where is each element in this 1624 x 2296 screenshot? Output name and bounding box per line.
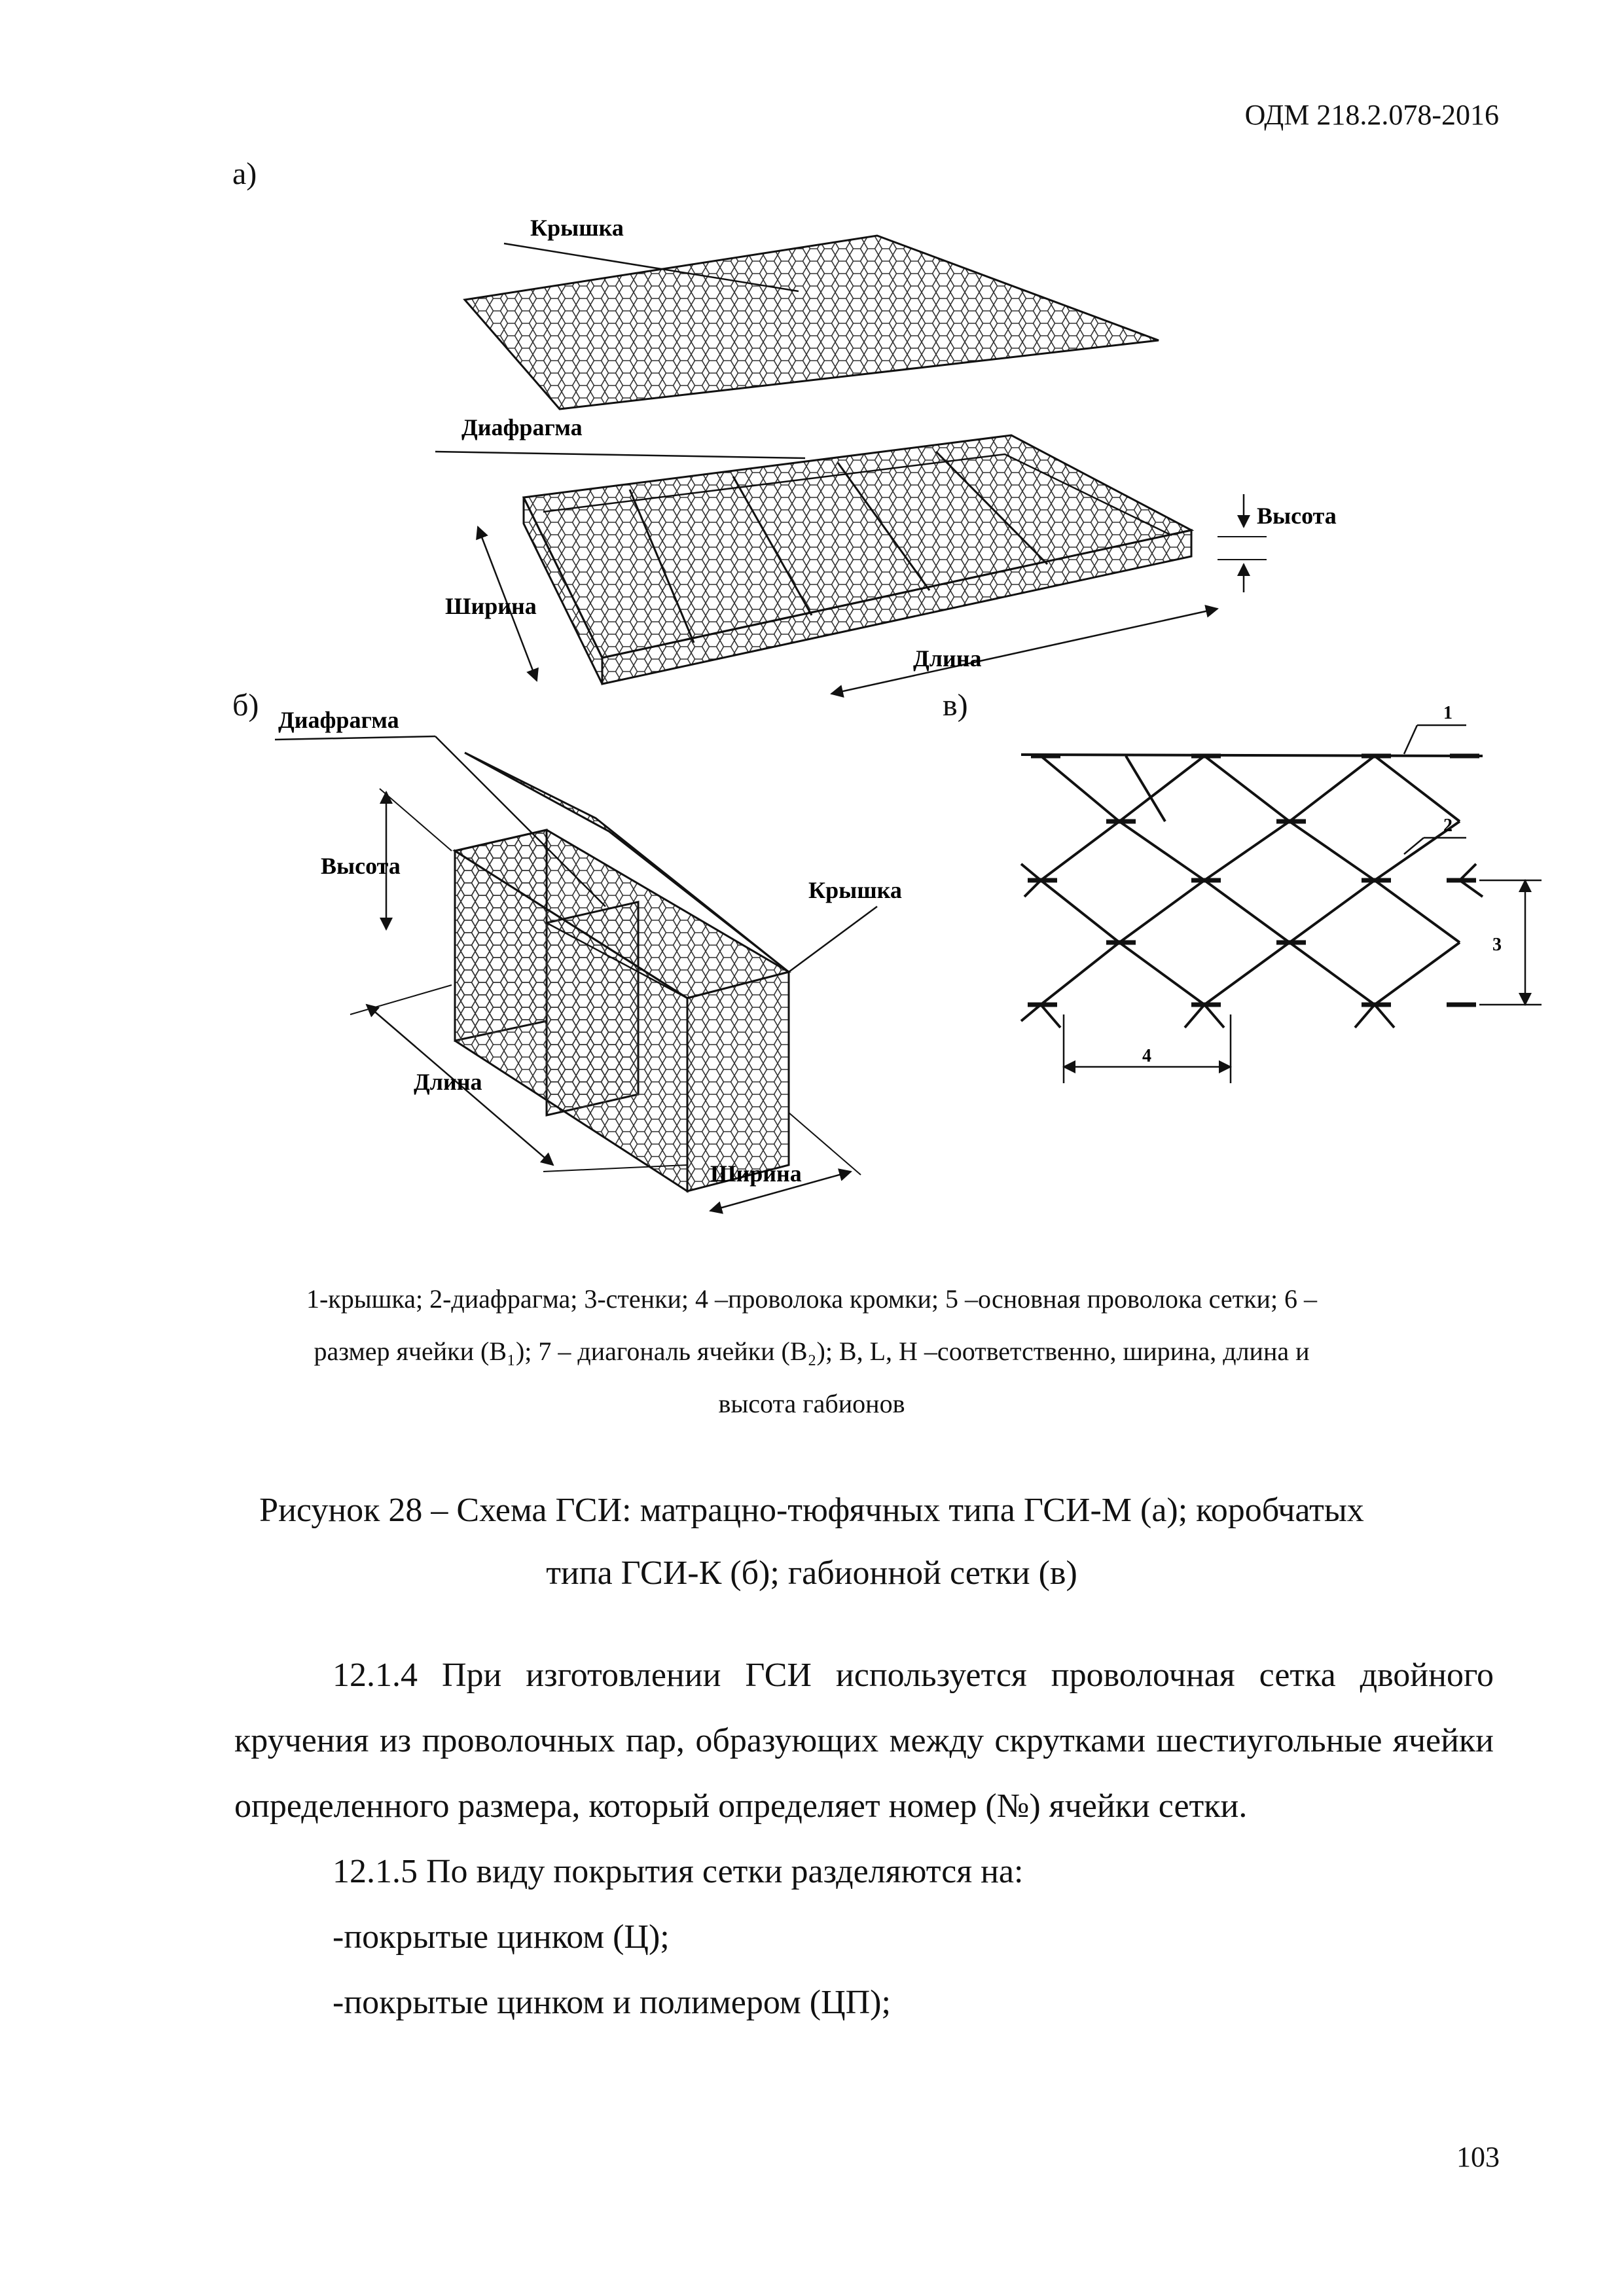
list-item: -покрытые цинком и полимером (ЦП); <box>333 1984 891 2021</box>
panel-c-label: в) <box>943 688 968 723</box>
caption-line: Рисунок 28 – Схема ГСИ: матрацно-тюфячных типа ГСИ-М (а); коробчатых <box>259 1492 1364 1529</box>
legend-line: высота габионов <box>718 1389 905 1418</box>
body-text <box>234 1643 1494 2036</box>
mattress-lid <box>465 236 1159 409</box>
paragraph-12-1-4: 12.1.4 При изготовлении ГСИ используется проволочная сетка двойного кручения из проволочных пар, образующих между скрутками шестиугольные ячейки определенного размера, который определяет номер (№) ячейки сетки. <box>234 1657 1494 1825</box>
paragraph-12-1-5: 12.1.5 По виду покрытия сетки разделяются на: <box>333 1853 1024 1890</box>
figure-legend <box>236 1273 1388 1430</box>
mattress-width-label: Ширина <box>445 593 537 619</box>
edge-wire <box>1021 755 1483 756</box>
box-height-label: Высота <box>321 853 401 879</box>
figure-caption <box>236 1479 1388 1605</box>
legend-line: 1-крышка; 2-диафрагма; 3-стенки; 4 –проволока кромки; 5 –основная проволока сетки; 6 – <box>306 1284 1318 1314</box>
mattress-diagram <box>435 236 1267 694</box>
mattress-height-label: Высота <box>1257 503 1337 529</box>
list-item: -покрытые цинком (Ц); <box>333 1918 670 1956</box>
panel-a-label: а) <box>232 156 257 191</box>
box-length-label: Длина <box>414 1069 482 1095</box>
mattress-diaphragm-label: Диафрагма <box>461 414 583 440</box>
box-width-label: Ширина <box>710 1160 802 1187</box>
mesh-detail-diagram <box>1021 725 1542 1083</box>
panel-b-label: б) <box>232 688 259 723</box>
mesh-label-2: 2 <box>1443 816 1453 836</box>
box-end-face <box>687 972 789 1191</box>
mattress-lid-label: Крышка <box>530 215 624 241</box>
mesh-label-4: 4 <box>1142 1046 1151 1066</box>
caption-line: типа ГСИ-К (б); габионной сетки (в) <box>546 1554 1077 1592</box>
box-lid-label: Крышка <box>808 877 902 903</box>
box-diaphragm-label: Диафрагма <box>278 707 399 733</box>
box-gabion-diagram <box>275 736 877 1211</box>
document-code: ОДМ 218.2.078-2016 <box>1244 99 1499 131</box>
legend-line: размер ячейки (B₁); 7 – диагональ ячейки (B₂); B, L, H –соответственно, ширина, длина и <box>314 1336 1310 1366</box>
mesh-label-3: 3 <box>1492 935 1502 955</box>
page-number: 103 <box>1456 2141 1500 2173</box>
mattress-length-label: Длина <box>913 645 982 672</box>
mesh-label-1: 1 <box>1443 703 1453 723</box>
